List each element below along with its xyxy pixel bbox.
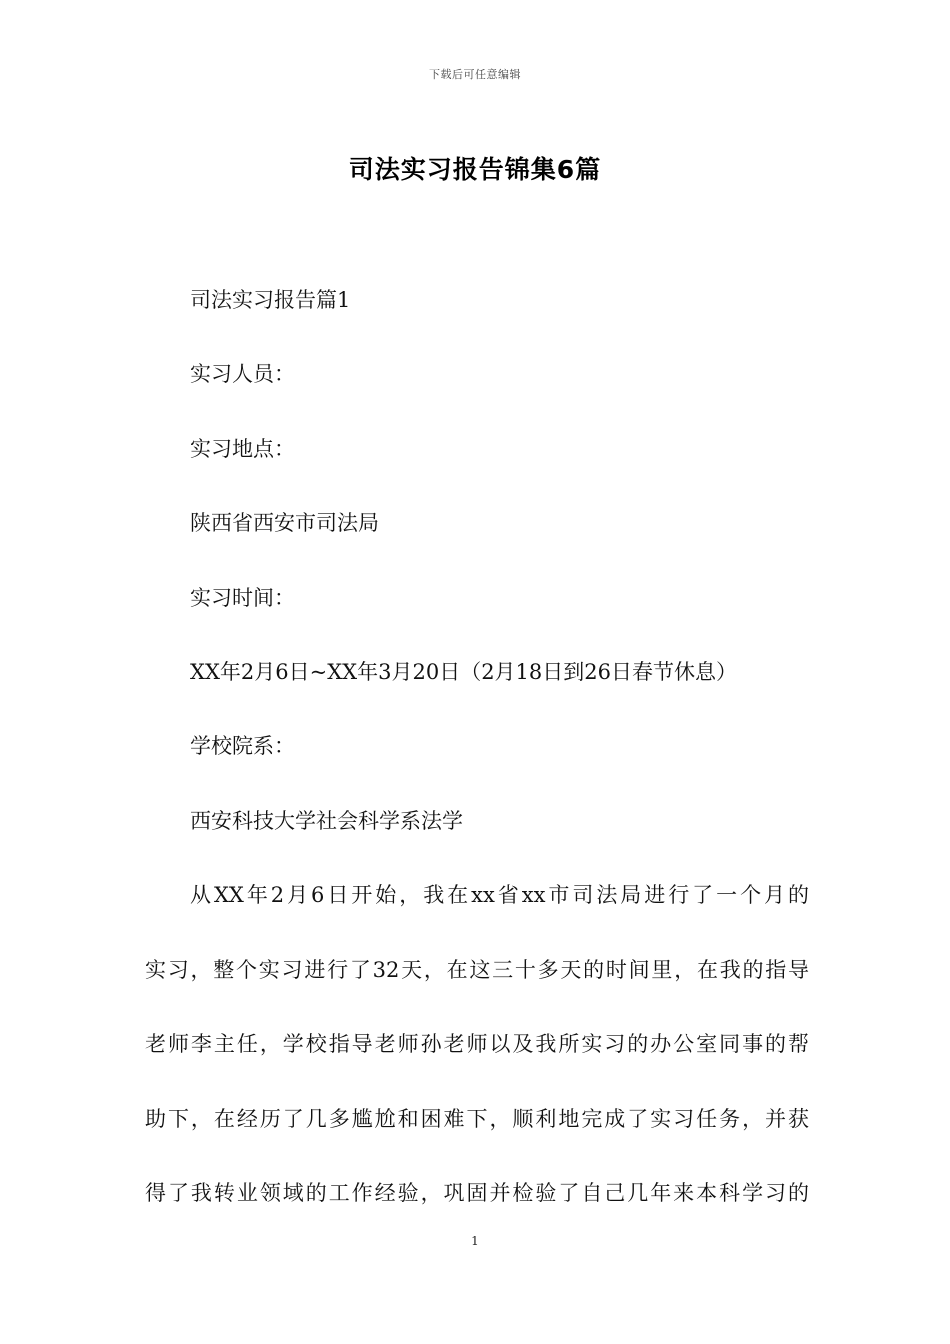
intern-location-value: 陕西省西安市司法局 xyxy=(190,511,379,535)
page-number: 1 xyxy=(471,1234,479,1248)
body-paragraph xyxy=(145,0,809,1344)
school-department-value: 西安科技大学社会科学系法学 xyxy=(190,809,463,833)
intern-time-value: XX年2月6日~XX年3月20日（2月18日到26日春节休息） xyxy=(190,660,738,684)
intern-time-label: 实习时间： xyxy=(190,586,295,610)
paragraph-line: 助下，在经历了几多尴尬和困难下，顺利地完成了实习任务，并获 xyxy=(145,1107,809,1131)
paragraph-line: 实习，整个实习进行了32天，在这三十多天的时间里，在我的指导 xyxy=(145,958,809,982)
school-department-label: 学校院系： xyxy=(190,734,295,758)
intern-location-label: 实习地点： xyxy=(190,437,295,461)
intern-person-label: 实习人员： xyxy=(190,362,295,386)
document-title: 司法实习报告锦集6篇 xyxy=(348,155,602,184)
header-note: 下载后可任意编辑 xyxy=(429,68,521,81)
section-heading: 司法实习报告篇1 xyxy=(190,288,351,312)
paragraph-line: 老师李主任，学校指导老师孙老师以及我所实习的办公室同事的帮 xyxy=(145,1032,809,1056)
paragraph-line: 从XX年2月6日开始，我在xx省xx市司法局进行了一个月的 xyxy=(190,883,809,907)
paragraph-line: 得了我转业领域的工作经验，巩固并检验了自己几年来本科学习的 xyxy=(145,1181,809,1205)
